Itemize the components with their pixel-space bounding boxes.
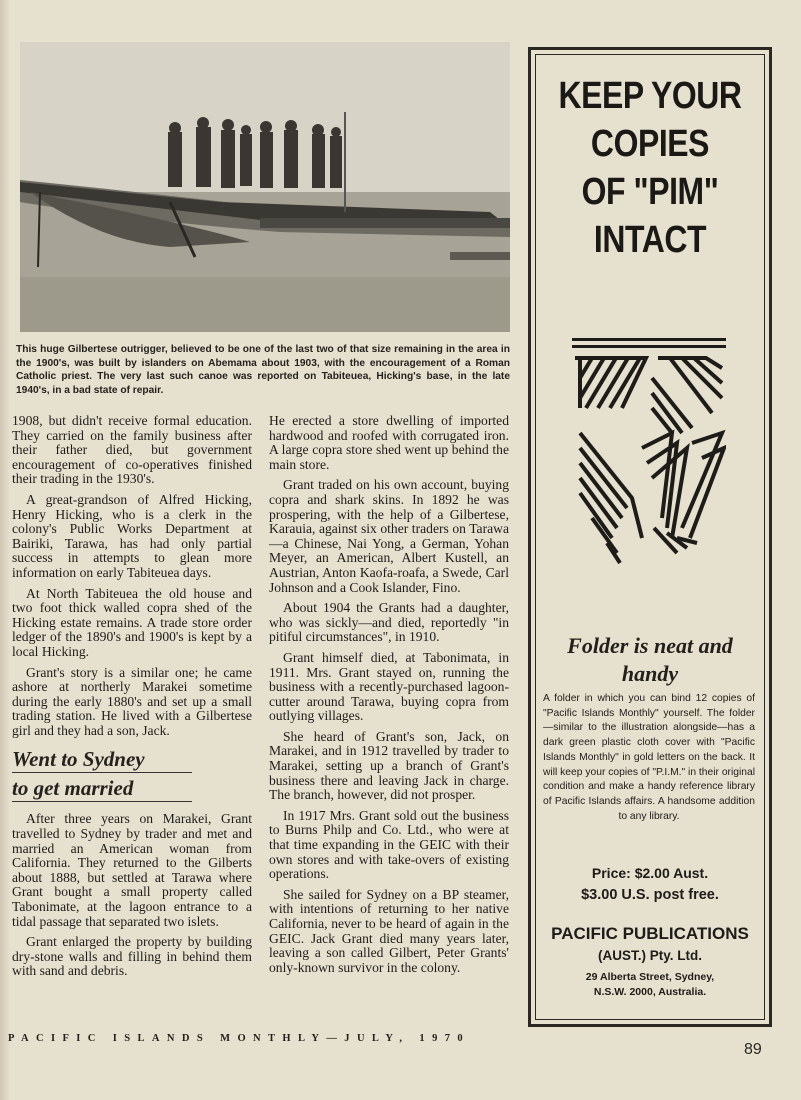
publisher-block — [531, 922, 769, 1000]
headline-line: INTACT — [593, 219, 707, 261]
paragraph: About 1904 the Grants had a daughter, who was sickly—and died, reportedly "in pitiful circumstances", in 1910. — [269, 600, 509, 645]
price-line: $3.00 U.S. post free. — [581, 887, 719, 903]
advert-subhead — [531, 632, 769, 688]
address-line: 29 Alberta Street, Sydney, — [585, 971, 715, 983]
advert-body: A folder in which you can bind 12 copies of "Pacific Islands Monthly" yourself. The folder—similar to the illustration alongside—has a dark green plastic cloth cover with "Pacific Islands Monthly" in gold letters on the back. It will keep your copies of "P.I.M." in their original condition and make a handy reference library of Pacific Islands affairs. A handsome addition to any library. — [543, 693, 756, 822]
outrigger-photo-icon — [20, 42, 510, 332]
subhead-line: to get married — [12, 776, 134, 801]
running-footer: PACIFIC ISLANDS MONTHLY—JULY, 1970 — [8, 1033, 471, 1044]
paragraph: After three years on Marakei, Grant travelled to Sydney by trader and met and married an American woman from California. They returned to the Gilberts about 1888, but settled at Tarawa where Grant bought a small property called Tabonimate, at the lagoon entrance to a tidal passage that separated two islets. — [12, 811, 252, 929]
advert-headline — [550, 72, 750, 264]
price-line: Price: $2.00 Aust. — [591, 865, 709, 881]
subhead-rule — [12, 801, 192, 802]
page-number: 89 — [744, 1041, 762, 1058]
paragraph: She heard of Grant's son, Jack, on Marakei, and in 1912 travelled by trader to Marakei, setting up a branch of Grant's business there and leaving Jack in charge. The branch, however, did not prosper. — [269, 728, 509, 803]
advert-price — [531, 862, 769, 906]
article-column-2 — [269, 414, 509, 981]
paragraph: Grant himself died, at Tabonimata, in 1911. Mrs. Grant stayed on, running the business with a recently-purchased lagoon-cutter around Tarawa, buying copra from outlying villages. — [269, 649, 509, 724]
subhead-line: Went to Sydney — [12, 747, 145, 772]
paragraph: She sailed for Sydney on a BP steamer, with intentions of returning to her native California, never to be heard of again in the GEIC. Jack Grant died many years later, leaving a son called Gilbert, Peter Grants' only-known survivor in the colony. — [269, 886, 509, 975]
subhead-line: handy — [621, 661, 679, 686]
folder-pattern-icon — [572, 338, 726, 588]
headline-line: KEEP YOUR — [558, 75, 742, 117]
publisher-name-suffix: (AUST.) Pty. Ltd. — [598, 948, 702, 963]
page-edge — [0, 0, 10, 1100]
paragraph: Grant enlarged the property by building dry-stone walls and filling in behind them with sand and debris. — [12, 934, 252, 979]
paragraph: A great-grandson of Alfred Hicking, Henry Hicking, who is a clerk in the colony's Public Works Department at Bairiki, Tarawa, has had only partial success in attempts to glean more information on early Tabiteuea days. — [12, 491, 252, 580]
paragraph: Grant traded on his own account, buying copra and shark skins. In 1892 he was prospering, with the help of a Gilbertese, Karauia, against six other traders on Tarawa—a Chinese, Nai Yong, a German, Yohan Meyer, an American, Albert Kustell, an Austrian, Anton Kaofa-roafa, a Swede, Carl Johnson and a Cook Islander, Fino. — [269, 477, 509, 595]
photo-caption: This huge Gilbertese outrigger, believed to be one of the last two of that size remaining in the area in the 1900's, was built by islanders on Abemama about 1903, with the encouragement of a Roman Catholic priest. The very last such canoe was reported on Tabiteuea, Hicking's base, in the late 1940's, in a bad state of repair. — [16, 344, 510, 396]
subhead-rule — [12, 772, 192, 773]
address-line: N.S.W. 2000, Australia. — [593, 986, 707, 998]
headline-line: OF "PIM" — [581, 171, 719, 213]
paragraph: He erected a store dwelling of imported hardwood and roofed with corrugated iron. A large copra store shed went up behind the main store. — [269, 413, 509, 472]
subhead-line: Folder is neat and — [567, 633, 733, 658]
paragraph: At North Tabiteuea the old house and two foot thick walled copra shed of the Hicking estate remains. A trade store order ledger of the 1890's and 1900's is kept by a local Hicking. — [12, 585, 252, 659]
article-column-1 — [12, 414, 252, 985]
paragraph: Grant's story is a similar one; he came ashore at northerly Marakei sometime during the early 1880's and set up a small trading station. He lived with a Gilbertese girl and they had a son, Jack. — [12, 664, 252, 738]
pim-folder-advert — [528, 47, 772, 1027]
section-subhead — [12, 748, 252, 802]
paragraph: In 1917 Mrs. Grant sold out the business to Burns Philp and Co. Ltd., who were at that time expanding in the GEIC with their own stores and with take-overs of existing operations. — [269, 807, 509, 882]
publisher-name: PACIFIC PUBLICATIONS — [551, 924, 749, 943]
publisher-address — [531, 970, 769, 1000]
outrigger-photo — [20, 42, 510, 332]
headline-line: COPIES — [590, 123, 710, 165]
paragraph: 1908, but didn't receive formal education. They carried on the family business after their father died, but government encouragement of co-operatives finished their trading in the 1930's. — [12, 413, 252, 487]
